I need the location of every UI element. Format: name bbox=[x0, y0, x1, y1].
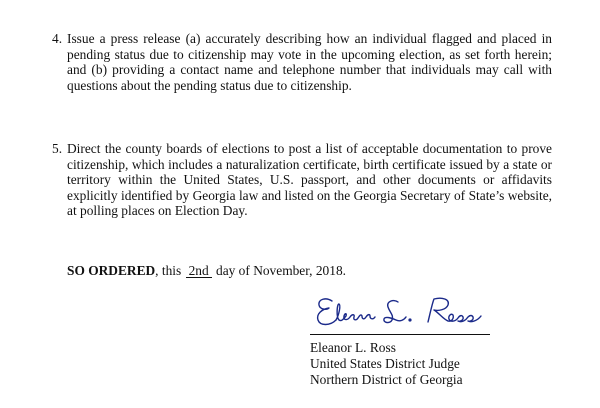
list-item-text: Direct the county boards of elections to post a list of acceptable documentation to prove citizenship, which includes a naturalization certificate, birth certificate issued by a state or territory within the United States, U.S. passport, and other documents or affidavits explicitly identified by Georgia law and listed on the Georgia Secretary of State’s website, at polling places on Election Day. bbox=[67, 141, 552, 219]
so-ordered-tail: day of November, 2018. bbox=[212, 263, 346, 278]
order-day-field: 2nd bbox=[186, 264, 212, 278]
list-item bbox=[52, 31, 552, 93]
list-item-number: 4. bbox=[52, 31, 63, 46]
judge-title: United States District Judge bbox=[310, 356, 460, 371]
so-ordered-line bbox=[67, 263, 346, 279]
so-ordered-lead: SO ORDERED bbox=[67, 263, 156, 278]
judge-district: Northern District of Georgia bbox=[310, 372, 463, 387]
judge-name: Eleanor L. Ross bbox=[310, 340, 396, 355]
list-item-text: Issue a press release (a) accurately describing how an individual flagged and placed in pending status due to citizenship may vote in the upcoming election, as set forth herein; and (b) providing a contact name and telephone number that individuals may call with questions about the pending status due to citizenship. bbox=[67, 31, 552, 93]
so-ordered-middle: , this bbox=[155, 263, 185, 278]
list-item-number: 5. bbox=[52, 141, 63, 156]
signature-block bbox=[310, 340, 463, 388]
signature-line bbox=[310, 334, 490, 335]
list-item bbox=[52, 141, 552, 219]
handwritten-signature bbox=[312, 289, 488, 331]
